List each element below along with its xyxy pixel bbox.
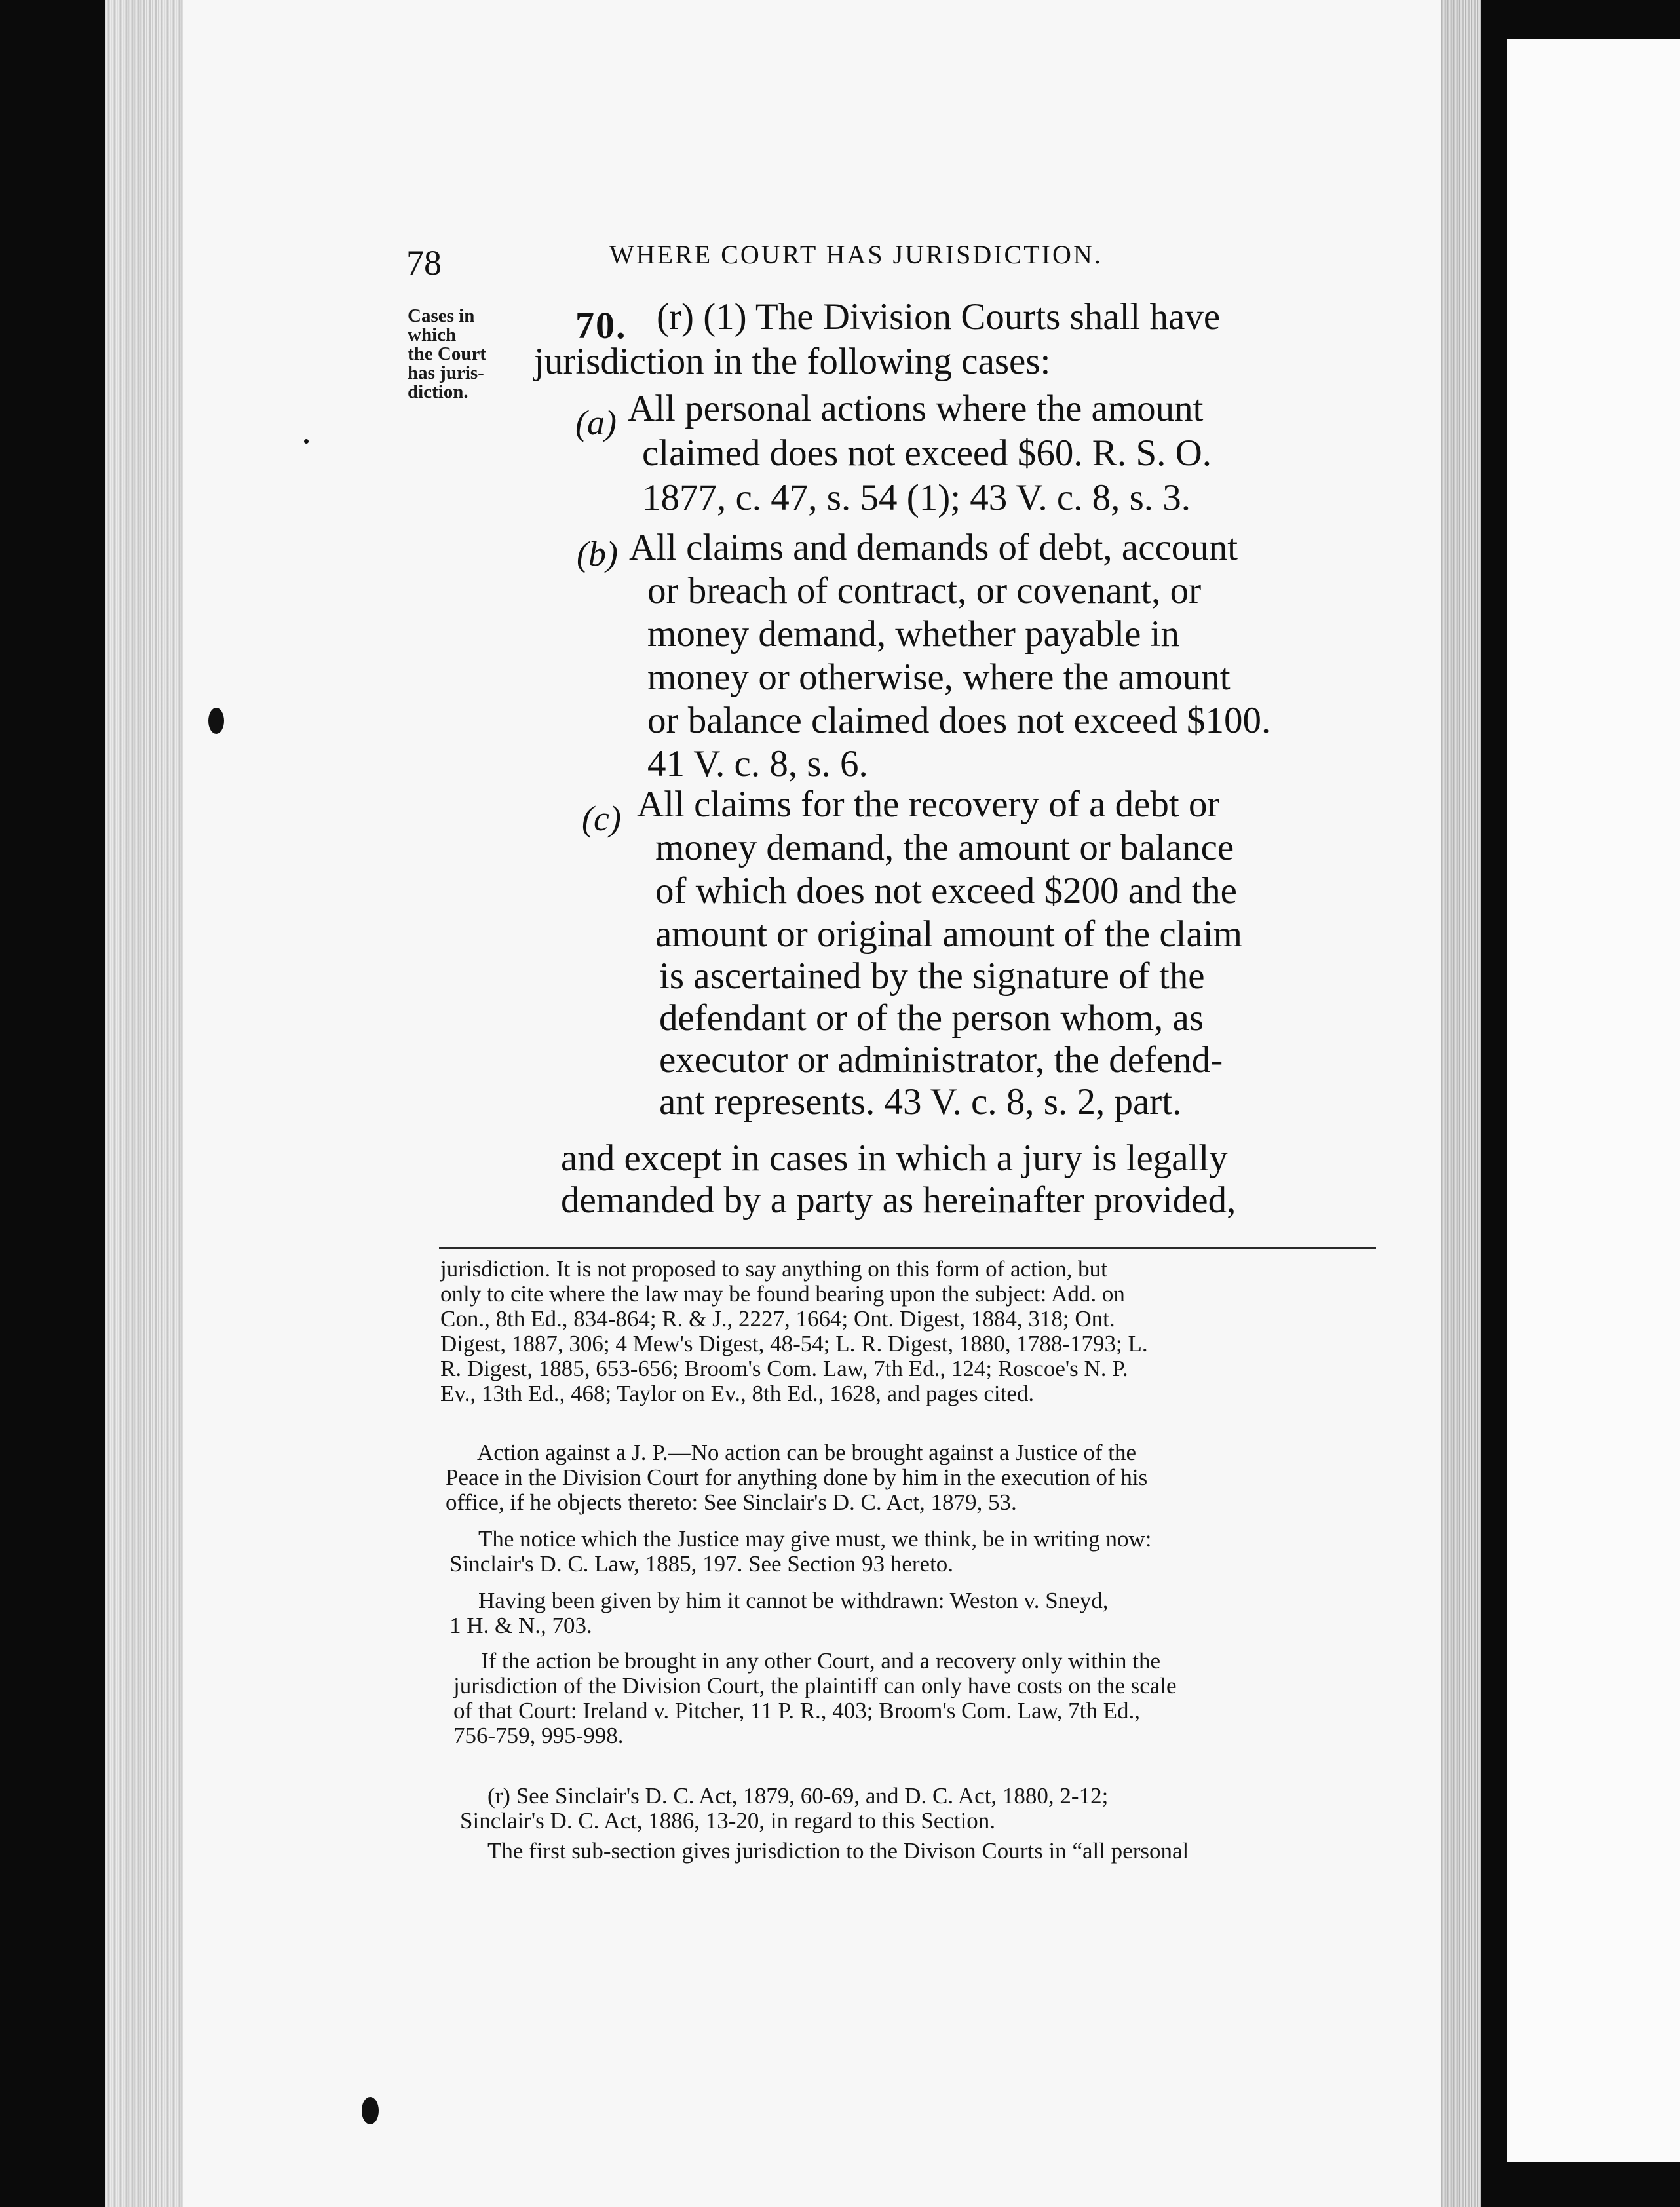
item-a-line: All personal actions where the amount <box>628 388 1204 429</box>
item-c-line: money demand, the amount or balance <box>655 827 1234 868</box>
item-label-c: (c) <box>582 799 621 838</box>
item-label-b: (b) <box>577 534 618 573</box>
ink-speck <box>304 439 309 444</box>
footnote-line: Con., 8th Ed., 834-864; R. & J., 2227, 1664; Ont. Digest, 1884, 318; Ont. <box>440 1306 1115 1332</box>
item-b-line: money or otherwise, where the amount <box>647 657 1231 698</box>
item-c-line: amount or original amount of the claim <box>655 913 1242 955</box>
footnote-line: Having been given by him it cannot be withdrawn: Weston v. Sneyd, <box>478 1588 1109 1613</box>
item-b-line: money demand, whether payable in <box>647 613 1179 655</box>
footnote-line: (r) See Sinclair's D. C. Act, 1879, 60-69, and D. C. Act, 1880, 2-12; <box>487 1783 1109 1809</box>
margin-note-line: which <box>408 324 457 345</box>
footnote-rule <box>439 1247 1376 1249</box>
item-b-line: or breach of contract, or covenant, or <box>647 570 1202 611</box>
margin-note <box>408 307 525 402</box>
footnote-line: 1 H. & N., 703. <box>449 1613 592 1638</box>
page-number: 78 <box>406 243 442 282</box>
section-line: jurisdiction in the following cases: <box>534 341 1051 382</box>
footnote-line: If the action be brought in any other Court, and a recovery only within the <box>481 1648 1161 1674</box>
margin-note-line: diction. <box>408 381 468 402</box>
item-b-line: All claims and demands of debt, account <box>629 527 1238 568</box>
page-edge-right <box>1441 0 1481 2207</box>
item-c-line: executor or administrator, the defend- <box>659 1039 1223 1081</box>
footnote-line: R. Digest, 1885, 653-656; Broom's Com. Law, 7th Ed., 124; Roscoe's N. P. <box>440 1356 1128 1381</box>
ink-speck <box>208 708 224 734</box>
section-number: 70. <box>575 304 627 347</box>
footnote-line: The first sub-section gives jurisdiction to the Divison Courts in “all personal <box>487 1838 1189 1864</box>
item-a-line: 1877, c. 47, s. 54 (1); 43 V. c. 8, s. 3. <box>642 477 1191 518</box>
footnote-line: of that Court: Ireland v. Pitcher, 11 P. R., 403; Broom's Com. Law, 7th Ed., <box>453 1698 1141 1723</box>
ink-speck <box>362 2097 379 2124</box>
footnote-line: Peace in the Division Court for anything done by him in the execution of his <box>446 1465 1148 1490</box>
page-edge-left <box>105 0 183 2207</box>
continuation-line: and except in cases in which a jury is legally <box>561 1138 1228 1179</box>
margin-note-line: the Court <box>408 343 487 364</box>
footnote-line: office, if he objects thereto: See Sinclair's D. C. Act, 1879, 53. <box>446 1489 1017 1515</box>
footnote-line: only to cite where the law may be found bearing upon the subject: Add. on <box>440 1281 1125 1307</box>
item-c-line: is ascertained by the signature of the <box>659 955 1205 997</box>
section-line: (r) (1) The Division Courts shall have <box>657 296 1221 337</box>
facing-page-fragment <box>1507 39 1680 2162</box>
footnote-line: Action against a J. P.—No action can be brought against a Justice of the <box>477 1440 1137 1465</box>
item-c-line: defendant or of the person whom, as <box>659 997 1204 1039</box>
continuation-line: demanded by a party as hereinafter provided, <box>561 1180 1236 1221</box>
item-a-line: claimed does not exceed $60. R. S. O. <box>642 432 1212 474</box>
margin-note-line: has juris- <box>408 362 484 383</box>
footnote-line: jurisdiction of the Division Court, the plaintiff can only have costs on the scale <box>453 1673 1177 1698</box>
footnote-line: Ev., 13th Ed., 468; Taylor on Ev., 8th Ed., 1628, and pages cited. <box>440 1381 1035 1406</box>
item-b-line: or balance claimed does not exceed $100. <box>647 700 1271 741</box>
footnote-line: Sinclair's D. C. Law, 1885, 197. See Section 93 hereto. <box>449 1551 954 1577</box>
footnote-line: 756-759, 995-998. <box>453 1723 624 1748</box>
margin-note-line: Cases in <box>408 305 475 326</box>
item-c-line: ant represents. 43 V. c. 8, s. 2, part. <box>659 1081 1182 1123</box>
footnote-line: Digest, 1887, 306; 4 Mew's Digest, 48-54; L. R. Digest, 1880, 1788-1793; L. <box>440 1331 1148 1356</box>
running-head: WHERE COURT HAS JURISDICTION. <box>609 240 1103 269</box>
footnote-line: The notice which the Justice may give must, we think, be in writing now: <box>478 1526 1152 1552</box>
item-c-line: of which does not exceed $200 and the <box>655 870 1237 912</box>
item-c-line: All claims for the recovery of a debt or <box>637 784 1220 825</box>
footnote-line: jurisdiction. It is not proposed to say anything on this form of action, but <box>440 1256 1107 1282</box>
item-label-a: (a) <box>575 403 617 442</box>
footnote-line: Sinclair's D. C. Act, 1886, 13-20, in regard to this Section. <box>460 1808 996 1833</box>
item-b-line: 41 V. c. 8, s. 6. <box>647 743 868 784</box>
